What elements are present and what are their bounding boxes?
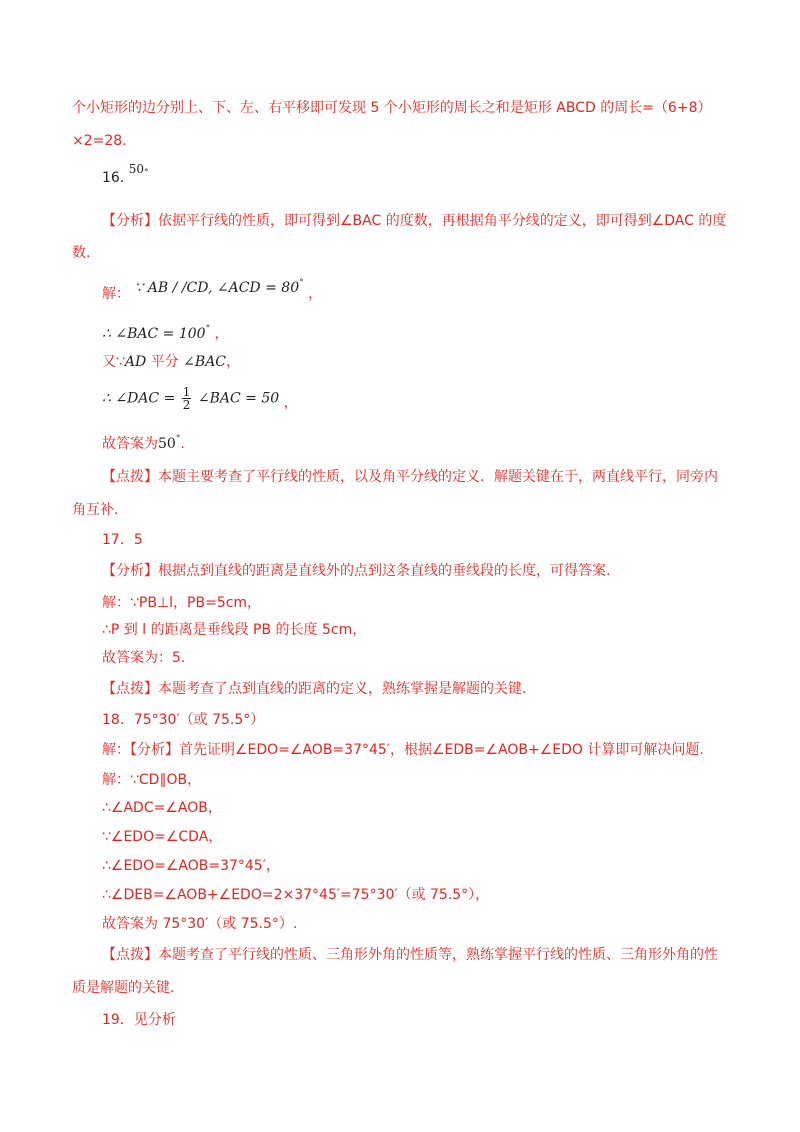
analysis-line: 数. bbox=[72, 245, 91, 261]
solution-step: ∴ ∠DAC = $\frac{1}{2}$ ∠BAC = 50 ， bbox=[102, 385, 298, 412]
question-17-title: 17．5 bbox=[102, 532, 143, 548]
tip-line: 质是解题的关键. bbox=[72, 980, 175, 996]
question-19-title: 19．见分析 bbox=[102, 1012, 176, 1028]
solution-step: 又∵AD 平分 ∠BAC， bbox=[102, 354, 241, 370]
solution-line: 解： ∵ AB / /CD, ∠ACD = 80° ， bbox=[102, 278, 323, 302]
solution-step: ∴∠ADC=∠AOB， bbox=[102, 800, 222, 816]
final-answer: 故答案为 75°30′（或 75.5°）. bbox=[102, 916, 298, 932]
solution-step: ∴∠EDO=∠AOB=37°45′， bbox=[102, 858, 280, 874]
solution-step: ∵∠EDO=∠CDA， bbox=[102, 829, 223, 845]
analysis-line: 【分析】依据平行线的性质，即可得到∠BAC 的度数，再根据角平分线的定义，即可得到∠DAC 的度 bbox=[102, 213, 727, 229]
tip-line: 【点拨】本题考查了平行线的性质、三角形外角的性质等，熟练掌握平行线的性质、三角形外角的性 bbox=[102, 947, 718, 963]
solution-step: ∴∠DEB=∠AOB+∠EDO=2×37°45′=75°30′（或 75.5°）， bbox=[102, 887, 490, 903]
tip-line: 【点拨】本题考查了点到直线的距离的定义，熟练掌握是解题的关键. bbox=[102, 681, 527, 697]
final-answer: 故答案为50°. bbox=[102, 434, 185, 452]
answer-value: 50 bbox=[128, 162, 144, 176]
text-line: ×2=28. bbox=[72, 133, 127, 149]
question-16-number: 16. 50° bbox=[102, 162, 149, 186]
question-18-title: 18．75°30′（或 75.5°） bbox=[102, 712, 265, 728]
analysis-line: 【分析】根据点到直线的距离是直线外的点到这条直线的垂线段的长度，可得答案. bbox=[102, 563, 611, 579]
fraction: $\frac{1}{2}$ bbox=[182, 385, 191, 412]
solution-line: 解：∵CD∥OB， bbox=[102, 772, 202, 788]
tip-line: 【点拨】本题主要考查了平行线的性质，以及角平分线的定义．解题关键在于，两直线平行，同旁内 bbox=[102, 469, 718, 485]
text-line: 个小矩形的边分别上、下、左、右平移即可发现 5 个小矩形的周长之和是矩形 ABCD 的周长=（6+8） bbox=[72, 100, 712, 116]
final-answer: 故答案为：5. bbox=[102, 650, 186, 666]
solution-step: ∴P 到 l 的距离是垂线段 PB 的长度 5cm， bbox=[102, 622, 367, 638]
solution-step: ∴ ∠BAC = 100° ， bbox=[102, 324, 229, 342]
tip-line: 角互补. bbox=[72, 502, 119, 518]
analysis-line: 解：【分析】首先证明∠EDO=∠AOB=37°45′，根据∠EDB=∠AOB+∠EDO 计算即可解决问题. bbox=[102, 742, 704, 758]
solution-line: 解：∵PB⊥l，PB=5cm， bbox=[102, 595, 262, 611]
